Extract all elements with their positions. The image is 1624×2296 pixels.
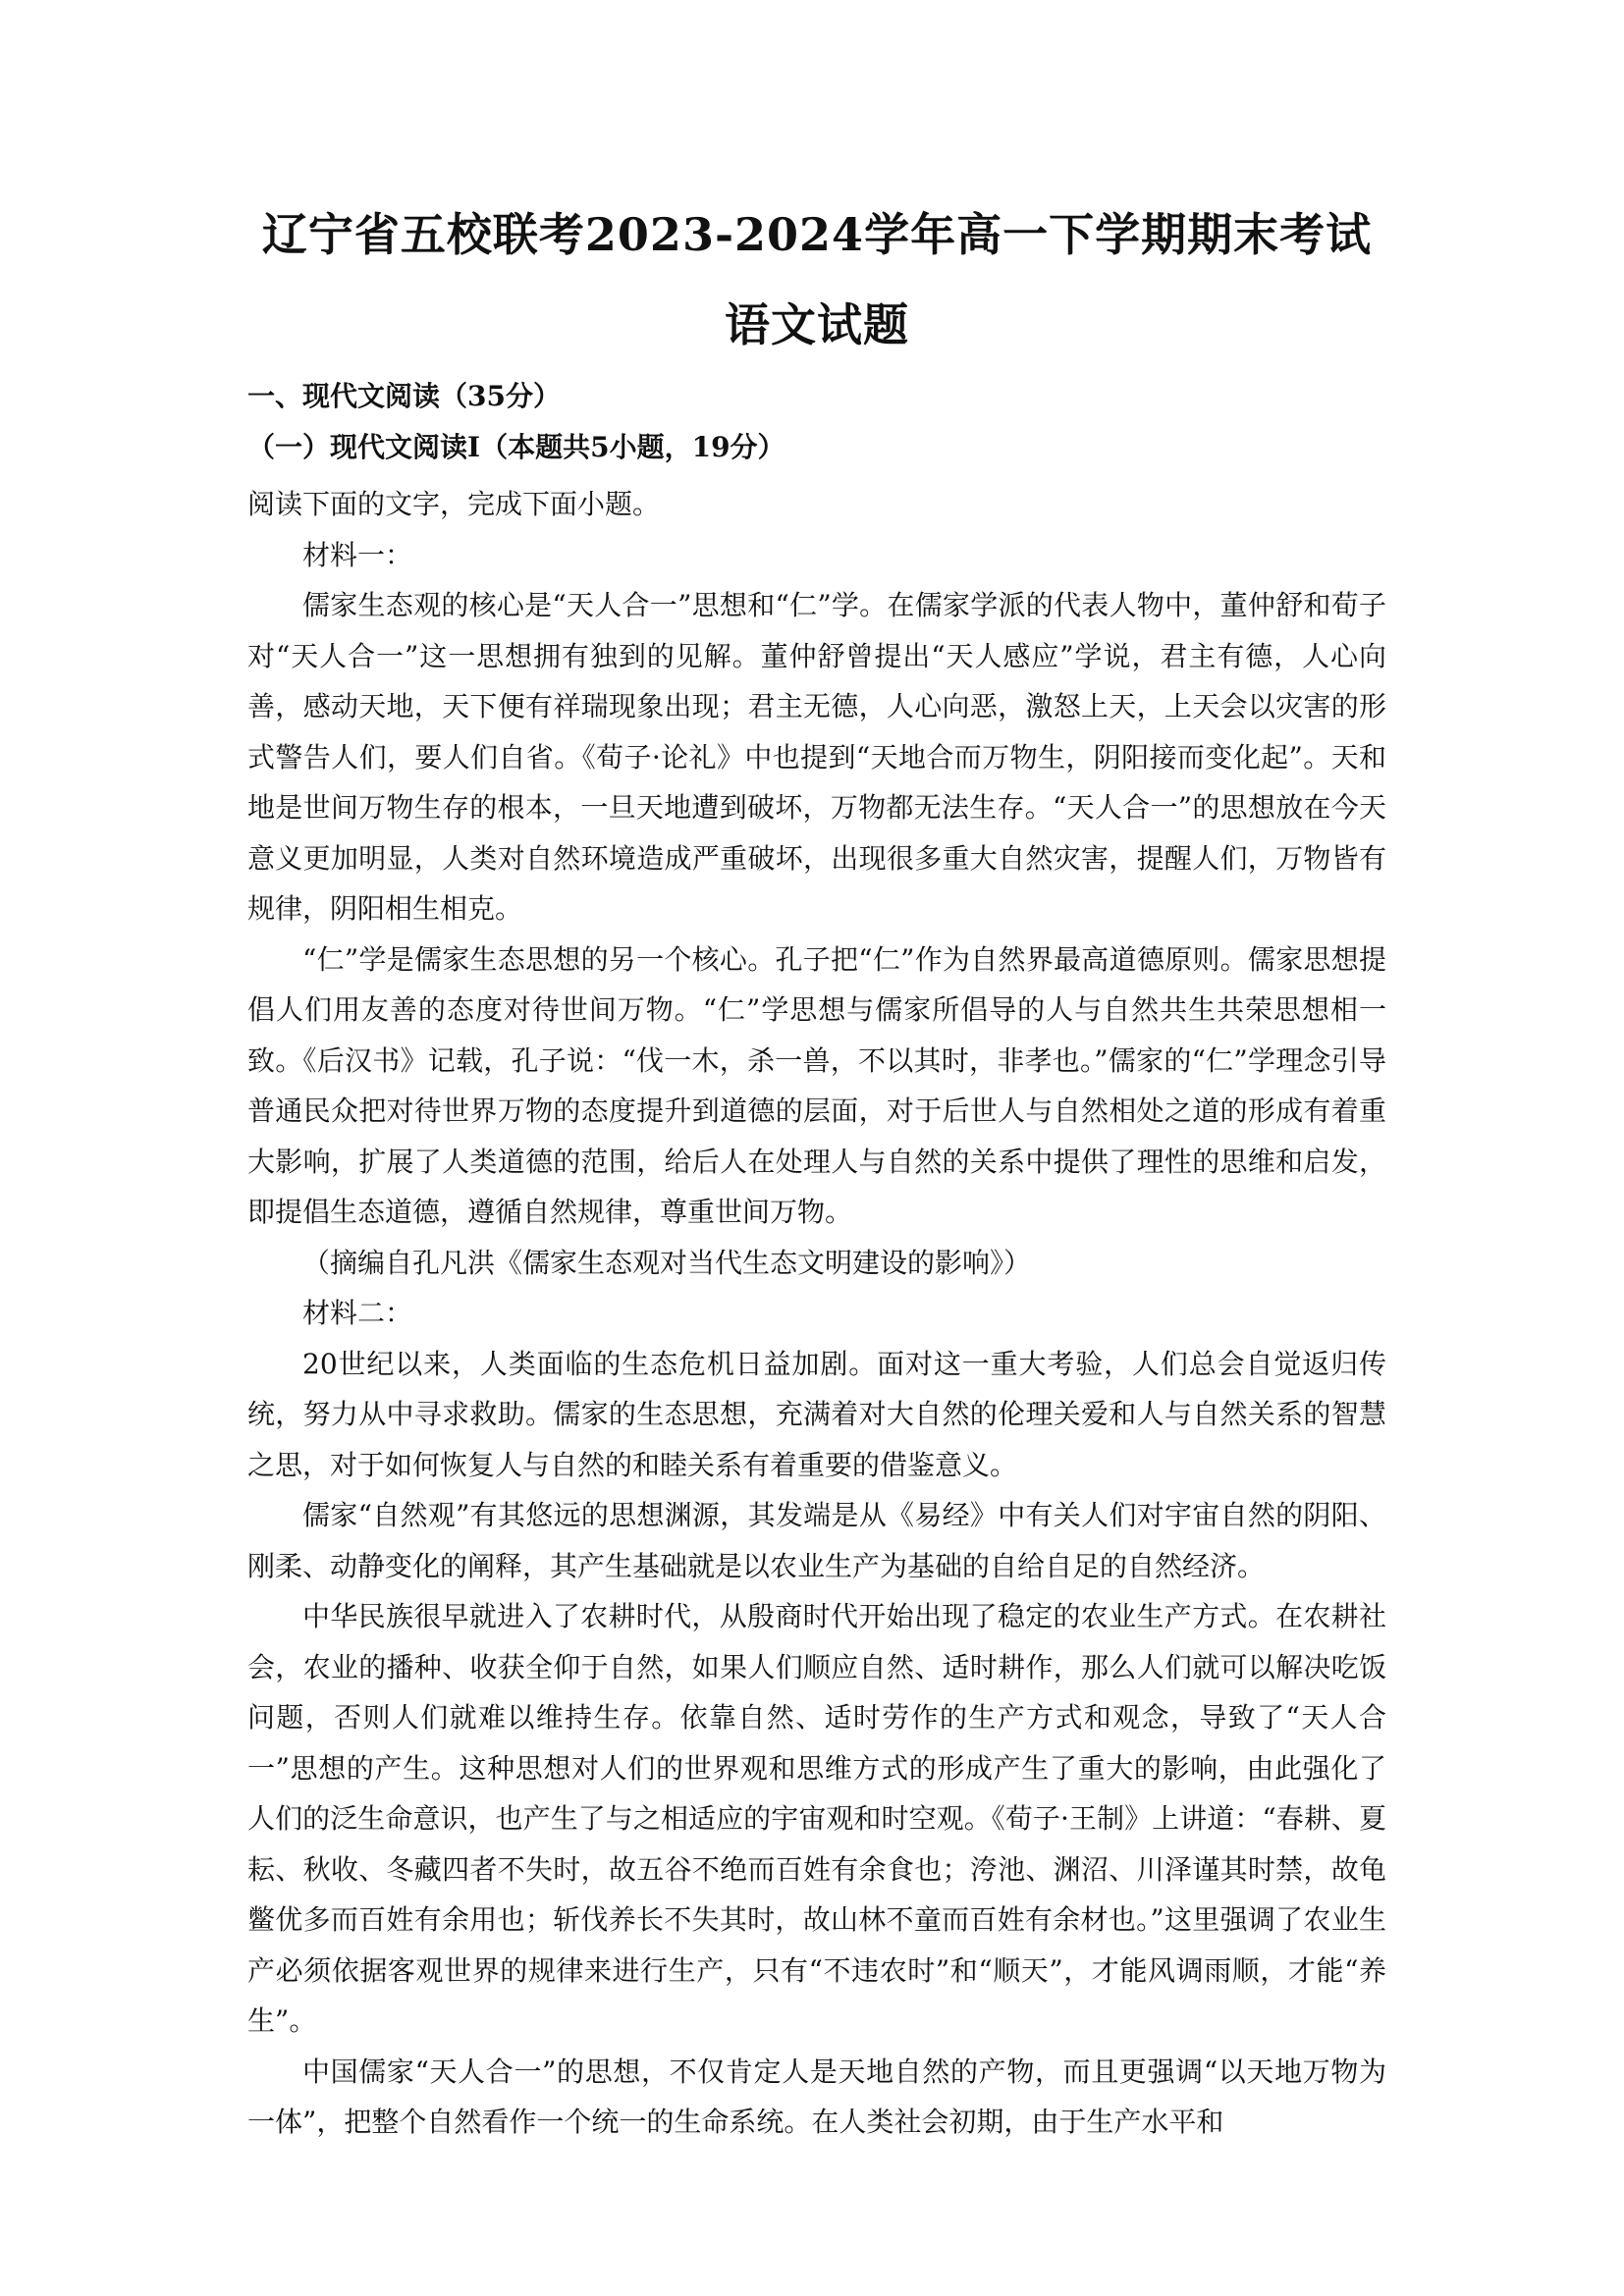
material-two-paragraph: 20世纪以来，人类面临的生态危机日益加剧。面对这一重大考验，人们总会自觉返归传统，努力从中寻求救助。儒家的生态思想，充满着对大自然的伦理关爱和人与自然关系的智慧之思，对于如何恢复人与自然的和睦关系有着重要的借鉴意义。 xyxy=(247,1347,1386,1481)
exam-title: 辽宁省五校联考2023-2024学年高一下学期期末考试 xyxy=(261,208,1373,261)
material-two-paragraph: 儒家“自然观”有其悠远的思想渊源，其发端是从《易经》中有关人们对宇宙自然的阴阳、刚柔、动静变化的阐释，其产生基础就是以农业生产为基础的自给自足的自然经济。 xyxy=(247,1499,1386,1582)
reading-instruction: 阅读下面的文字，完成下面小题。 xyxy=(247,488,661,520)
material-two-paragraph: 中国儒家“天人合一”的思想，不仅肯定人是天地自然的产物，而且更强调“以天地万物为一体”，把整个自然看作一个统一的生命系统。在人类社会初期，由于生产水平和 xyxy=(247,2055,1386,2138)
material-one-paragraph: 儒家生态观的核心是“天人合一”思想和“仁”学。在儒家学派的代表人物中，董仲舒和荀子对“天人合一”这一思想拥有独到的见解。董仲舒曾提出“天人感应”学说，君主有德，人心向善，感动天地，天下便有祥瑞现象出现；君主无德，人心向恶，激怒上天，上天会以灾害的形式警告人们，要人们自省。《荀子·论礼》中也提到“天地合而万物生，阴阳接而变化起”。天和地是世间万物生存的根本，一旦天地遭到破坏，万物都无法生存。“天人合一”的思想放在今天意义更加明显，人类对自然环境造成严重破坏，出现很多重大自然灾害，提醒人们，万物皆有规律，阴阳相生相克。 xyxy=(247,589,1386,925)
exam-page xyxy=(247,204,1386,2148)
material-one-label: 材料一： xyxy=(302,538,413,571)
exam-subtitle: 语文试题 xyxy=(725,298,909,351)
material-two-paragraph: 中华民族很早就进入了农耕时代，从殷商时代开始出现了稳定的农业生产方式。在农耕社会，农业的播种、收获全仰于自然，如果人们顺应自然、适时耕作，那么人们就可以解决吃饭问题，否则人们就难以维持生存。依靠自然、适时劳作的生产方式和观念，导致了“天人合一”思想的产生。这种思想对人们的世界观和思维方式的形成产生了重大的影响，由此强化了人们的泛生命意识，也产生了与之相适应的宇宙观和时空观。《荀子·王制》上讲道：“春耕、夏耘、秋收、冬藏四者不失时，故五谷不绝而百姓有余食也；洿池、渊沼、川泽谨其时禁，故龟鳖优多而百姓有余用也；斩伐养长不失其时，故山林不童而百姓有余材也。”这里强调了农业生产必须依据客观世界的规律来进行生产，只有“不违农时”和“顺天”，才能风调雨顺，才能“养生”。 xyxy=(247,1600,1386,2037)
subsection-heading: （一）现代文阅读Ⅰ（本题共5小题，19分） xyxy=(247,431,785,463)
material-one-paragraph: “仁”学是儒家生态思想的另一个核心。孔子把“仁”作为自然界最高道德原则。儒家思想提倡人们用友善的态度对待世间万物。“仁”学思想与儒家所倡导的人与自然共生共荣思想相一致。《后汉书》记载，孔子说：“伐一木，杀一兽，不以其时，非孝也。”儒家的“仁”学理念引导普通民众把对待世界万物的态度提升到道德的层面，对于后世人与自然相处之道的形成有着重大影响，扩展了人类道德的范围，给后人在处理人与自然的关系中提供了理性的思维和启发，即提倡生态道德，遵循自然规律，尊重世间万物。 xyxy=(247,942,1386,1228)
material-two-label: 材料二： xyxy=(302,1297,413,1329)
material-one-source: （摘编自孔凡洪《儒家生态观对当代生态文明建设的影响》） xyxy=(302,1246,1032,1279)
section-heading: 一、现代文阅读（35分） xyxy=(247,380,561,412)
